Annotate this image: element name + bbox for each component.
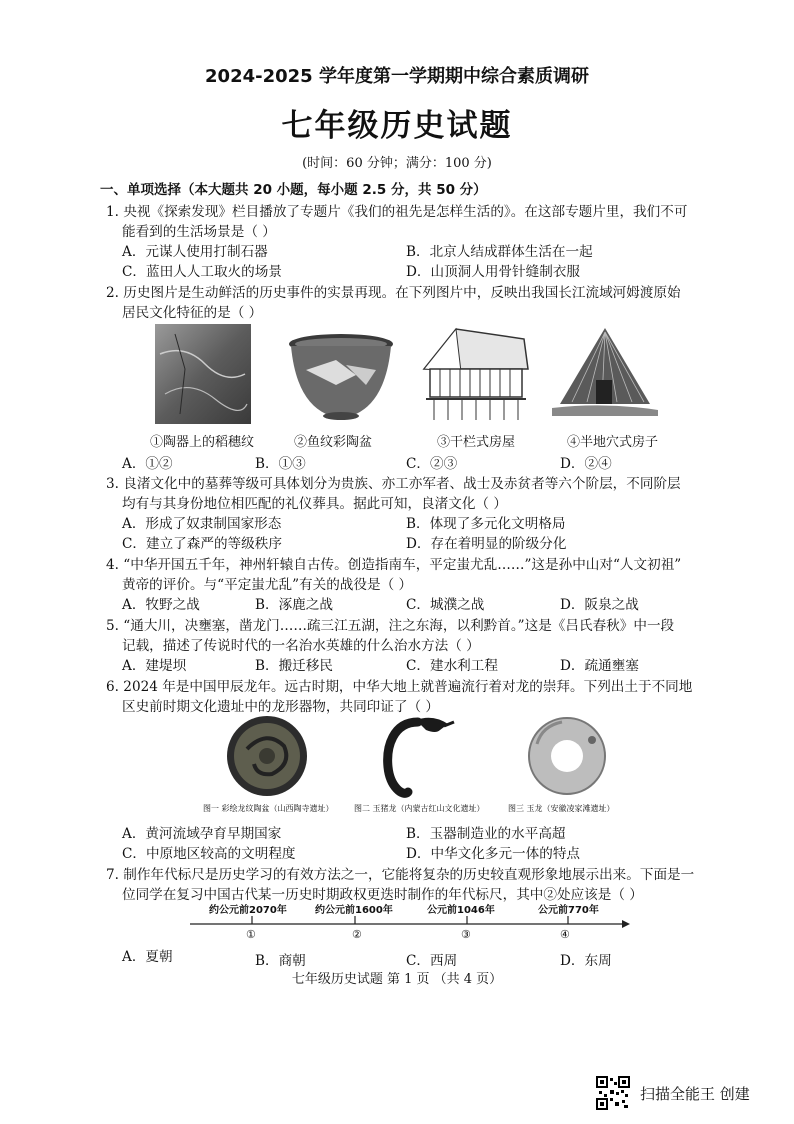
q2-line1: 2. 历史图片是生动鲜活的历史事件的实景再现。在下列图片中，反映出我国长江流域河姆渡原始 — [106, 285, 681, 301]
q5-line2: 记载，描述了传说时代的一名治水英雄的什么治水方法（ ） — [122, 638, 480, 654]
qr-code-icon — [596, 1076, 630, 1110]
q3-line1: 3. 良渚文化中的墓葬等级可具体划分为贵族、亦工亦军者、战士及赤贫者等六个阶层，不同阶层 — [106, 476, 681, 492]
q6-line2: 区史前时期文化遗址中的龙形器物，共同印证了（ ） — [122, 699, 439, 715]
q6-figure-2-caption: 图二 玉猪龙（内蒙古红山文化遗址） — [354, 804, 485, 813]
q1-line1: 1. 央视《探索发现》栏目播放了专题片《我们的祖先是怎样生活的》。在这部专题片里，我们不可 — [106, 204, 688, 220]
q5-option-b: B．搬迁移民 — [255, 658, 333, 674]
timeline-marker-4: ④ — [560, 928, 570, 941]
timeline-marker-3: ③ — [461, 928, 471, 941]
q1-option-b: B．北京人结成群体生活在一起 — [406, 244, 593, 260]
jade-pig-dragon-image — [378, 712, 458, 802]
exam-time: (时间：60 分钟；满分：100 分) — [302, 156, 492, 171]
timeline-date-3: 公元前1046年 — [427, 905, 495, 916]
rice-pattern-pottery-image — [155, 324, 251, 424]
q3-line2: 均有与其身份地位相匹配的礼仪葬具。据此可知，良渚文化（ ） — [122, 496, 507, 512]
exam-title: 七年级历史试题 — [281, 108, 513, 144]
timeline-marker-2: ② — [352, 928, 362, 941]
q7-option-b: B．商朝 — [255, 953, 306, 969]
q4-option-b: B．涿鹿之战 — [255, 597, 333, 613]
q6-option-d: D．中华文化多元一体的特点 — [406, 846, 581, 862]
exam-term-heading: 2024-2025 学年度第一学期期中综合素质调研 — [205, 66, 589, 87]
timeline-date-2: 约公元前1600年 — [315, 905, 393, 916]
jade-dragon-image — [522, 714, 612, 798]
q2-option-b: B．①③ — [255, 456, 306, 472]
q5-option-a: A．建堤坝 — [122, 658, 187, 674]
q2-caption-4: ④半地穴式房子 — [567, 435, 659, 450]
q2-caption-3: ③干栏式房屋 — [437, 435, 516, 450]
timeline-date-4: 公元前770年 — [538, 905, 599, 916]
q3-option-d: D．存在着明显的阶级分化 — [406, 536, 567, 552]
q6-figure-3-caption: 图三 玉龙（安徽凌家滩遗址） — [508, 804, 615, 813]
section-heading: 一、单项选择（本大题共 20 小题，每小题 2.5 分，共 50 分） — [100, 182, 487, 198]
q2-option-d: D．②④ — [560, 456, 612, 472]
scanner-watermark-text: 扫描全能王 创建 — [640, 1085, 750, 1103]
q4-line2: 黄帝的评价。与“平定蚩尤乱”有关的战役是（ ） — [122, 577, 413, 593]
q1-option-d: D．山顶洞人用骨针缝制衣服 — [406, 264, 581, 280]
q2-caption-2: ②鱼纹彩陶盆 — [294, 435, 373, 450]
q1-line2: 能看到的生活场景是（ ） — [122, 224, 276, 240]
dragon-pattern-basin-image — [222, 714, 312, 798]
q1-option-a: A．元谋人使用打制石器 — [122, 244, 268, 260]
page-footer: 七年级历史试题 第 1 页 （共 4 页） — [291, 972, 503, 987]
q2-option-a: A．①② — [122, 456, 173, 472]
q5-option-c: C．建水利工程 — [406, 658, 498, 674]
q3-option-a: A．形成了奴隶制国家形态 — [122, 516, 282, 532]
q3-option-c: C．建立了森严的等级秩序 — [122, 536, 282, 552]
q2-line2: 居民文化特征的是（ ） — [122, 305, 263, 321]
q2-option-c: C．②③ — [406, 456, 458, 472]
stilt-house-image — [416, 324, 531, 424]
q6-option-a: A．黄河流域孕育早期国家 — [122, 826, 282, 842]
q1-option-c: C．蓝田人人工取火的场景 — [122, 264, 282, 280]
q2-caption-1: ①陶器上的稻穗纹 — [150, 435, 255, 450]
semi-subterranean-house-image — [552, 324, 658, 424]
q7-line2: 位同学在复习中国古代某一历史时期政权更迭时制作的年代标尺，其中②处应该是（ ） — [122, 887, 643, 903]
q6-figure-1-caption: 图一 彩绘龙纹陶盆（山西陶寺遗址） — [203, 804, 334, 813]
q7-option-d: D．东周 — [560, 953, 612, 969]
timeline-marker-1: ① — [246, 928, 256, 941]
q6-option-c: C．中原地区较高的文明程度 — [122, 846, 296, 862]
q3-option-b: B．体现了多元化文明格局 — [406, 516, 566, 532]
q4-option-a: A．牧野之战 — [122, 597, 200, 613]
q4-option-d: D．阪泉之战 — [560, 597, 639, 613]
q6-option-b: B．玉器制造业的水平高超 — [406, 826, 566, 842]
q5-option-d: D．疏通壅塞 — [560, 658, 639, 674]
q6-line1: 6. 2024 年是中国甲辰龙年。远古时期，中华大地上就普遍流行着对龙的崇拜。下列出土于不同地 — [106, 679, 693, 695]
timeline-date-1: 约公元前2070年 — [209, 905, 287, 916]
q4-line1: 4. “中华开国五千年，神州轩辕自古传。创造指南车，平定蚩尤乱……”这是孙中山对“人文初祖” — [106, 557, 682, 573]
q7-line1: 7. 制作年代标尺是历史学习的有效方法之一，它能将复杂的历史较直观形象地展示出来。下面是一 — [106, 867, 695, 883]
fish-pattern-basin-image — [286, 330, 396, 422]
q7-option-c: C．西周 — [406, 953, 458, 969]
q4-option-c: C．城濮之战 — [406, 597, 485, 613]
q7-option-a: A．夏朝 — [122, 949, 173, 965]
q5-line1: 5. “通大川，决壅塞，凿龙门……疏三江五湖，注之东海，以利黔首。”这是《吕氏春秋》中一段 — [106, 618, 675, 634]
